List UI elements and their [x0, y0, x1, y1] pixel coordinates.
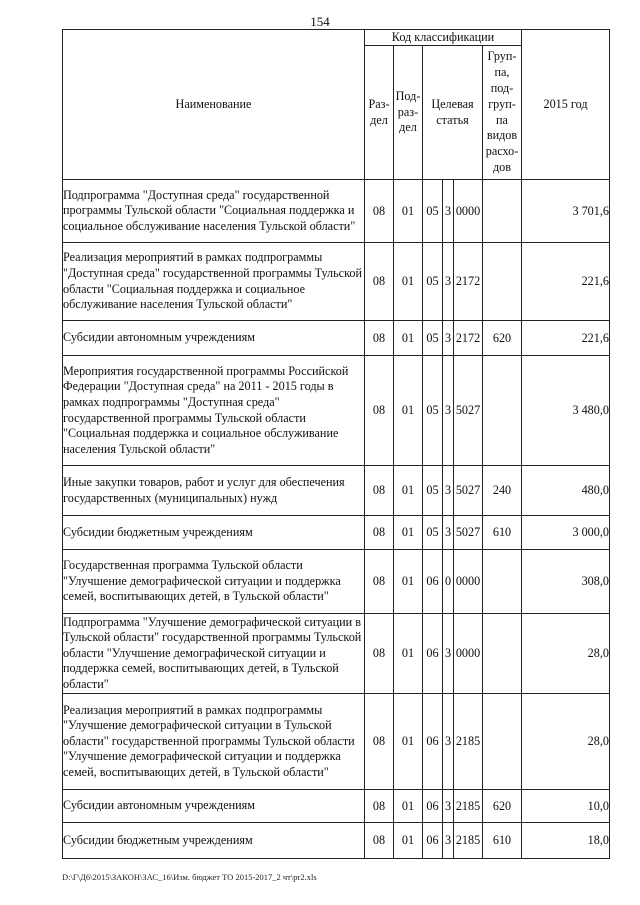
row-target-program: 05 — [423, 321, 443, 356]
row-expense-group: 610 — [483, 516, 522, 550]
row-target-program: 05 — [423, 243, 443, 321]
row-section: 08 — [365, 823, 394, 859]
row-section: 08 — [365, 516, 394, 550]
row-target-program: 05 — [423, 180, 443, 243]
row-target-direction: 5027 — [454, 466, 483, 516]
row-expense-group — [483, 614, 522, 694]
row-target-program: 06 — [423, 614, 443, 694]
row-amount: 28,0 — [522, 614, 610, 694]
budget-table — [62, 29, 610, 859]
row-subsection: 01 — [394, 516, 423, 550]
header-target-item: Целевая статья — [423, 46, 483, 180]
row-amount: 28,0 — [522, 694, 610, 790]
row-section: 08 — [365, 694, 394, 790]
row-name: Подпрограмма "Доступная среда" государственной программы Тульской области "Социальная поддержка и социальное обслуживание населения Тульской области" — [63, 180, 365, 243]
header-name: Наименование — [63, 30, 365, 180]
row-expense-group: 240 — [483, 466, 522, 516]
row-target-program: 06 — [423, 694, 443, 790]
row-target-program: 06 — [423, 550, 443, 614]
row-subsection: 01 — [394, 614, 423, 694]
table-body — [63, 180, 610, 859]
row-amount: 3 000,0 — [522, 516, 610, 550]
row-section: 08 — [365, 790, 394, 823]
row-name: Подпрограмма "Улучшение демографической ситуации в Тульской области" государственной программы Тульской области "Улучшение демографической ситуации и поддержка семей, воспитывающих детей, в Тульской области" — [63, 614, 365, 694]
row-target-subprogram: 3 — [443, 614, 454, 694]
row-target-subprogram: 3 — [443, 243, 454, 321]
row-target-subprogram: 3 — [443, 516, 454, 550]
row-subsection: 01 — [394, 356, 423, 466]
row-section: 08 — [365, 614, 394, 694]
row-expense-group: 620 — [483, 321, 522, 356]
header-subsection: Под- раз- дел — [394, 46, 423, 180]
row-name: Мероприятия государственной программы Российской Федерации "Доступная среда" на 2011 - 2015 годы в рамках подпрограммы "Доступная среда" государственной программы Тульской области "Социальная поддержка и социальное обслуживание населения Тульской области" — [63, 356, 365, 466]
row-name: Иные закупки товаров, работ и услуг для обеспечения государственных (муниципальных) нужд — [63, 466, 365, 516]
row-name: Субсидии бюджетным учреждениям — [63, 516, 365, 550]
row-target-program: 05 — [423, 466, 443, 516]
row-target-subprogram: 3 — [443, 790, 454, 823]
row-target-subprogram: 3 — [443, 180, 454, 243]
row-target-direction: 2185 — [454, 694, 483, 790]
row-section: 08 — [365, 243, 394, 321]
row-target-program: 06 — [423, 790, 443, 823]
table-row — [63, 614, 610, 694]
row-target-direction: 2172 — [454, 243, 483, 321]
row-subsection: 01 — [394, 180, 423, 243]
row-expense-group — [483, 550, 522, 614]
row-amount: 221,6 — [522, 321, 610, 356]
row-target-subprogram: 3 — [443, 466, 454, 516]
table-row — [63, 516, 610, 550]
row-subsection: 01 — [394, 694, 423, 790]
table-row — [63, 321, 610, 356]
row-amount: 3 480,0 — [522, 356, 610, 466]
row-section: 08 — [365, 356, 394, 466]
row-target-subprogram: 3 — [443, 356, 454, 466]
row-amount: 221,6 — [522, 243, 610, 321]
row-target-subprogram: 3 — [443, 321, 454, 356]
file-path-footer: D:\Г\Д6\2015\ЗАКОН\ЗАС_16\Изм. бюджет ТО 2015-2017_2 чт\pr2.xls — [62, 872, 317, 882]
row-name: Субсидии автономным учреждениям — [63, 790, 365, 823]
row-expense-group: 610 — [483, 823, 522, 859]
row-section: 08 — [365, 550, 394, 614]
row-name: Реализация мероприятий в рамках подпрограммы "Доступная среда" государственной программы Тульской области "Социальная поддержка и социальное обслуживание населения Тульской области" — [63, 243, 365, 321]
row-amount: 18,0 — [522, 823, 610, 859]
row-expense-group — [483, 694, 522, 790]
table-row — [63, 243, 610, 321]
row-target-program: 05 — [423, 356, 443, 466]
table-row — [63, 180, 610, 243]
row-expense-group — [483, 356, 522, 466]
row-subsection: 01 — [394, 823, 423, 859]
row-target-direction: 2185 — [454, 823, 483, 859]
row-name: Субсидии бюджетным учреждениям — [63, 823, 365, 859]
header-year: 2015 год — [522, 30, 610, 180]
table-row — [63, 550, 610, 614]
row-expense-group: 620 — [483, 790, 522, 823]
row-subsection: 01 — [394, 466, 423, 516]
row-subsection: 01 — [394, 321, 423, 356]
row-target-direction: 2172 — [454, 321, 483, 356]
row-target-program: 05 — [423, 516, 443, 550]
row-target-direction: 0000 — [454, 180, 483, 243]
row-name: Реализация мероприятий в рамках подпрограммы "Улучшение демографической ситуации в Тульской области" государственной программы Тульской области "Улучшение демографической ситуации и поддержка семей, воспитывающих детей, в Тульской области" — [63, 694, 365, 790]
row-target-subprogram: 3 — [443, 694, 454, 790]
row-subsection: 01 — [394, 790, 423, 823]
row-name: Субсидии автономным учреждениям — [63, 321, 365, 356]
row-amount: 10,0 — [522, 790, 610, 823]
table-row — [63, 694, 610, 790]
row-target-direction: 0000 — [454, 614, 483, 694]
header-classification: Код классификации — [365, 30, 522, 46]
table-row — [63, 823, 610, 859]
row-target-subprogram: 3 — [443, 823, 454, 859]
table-row — [63, 466, 610, 516]
row-target-direction: 0000 — [454, 550, 483, 614]
row-amount: 3 701,6 — [522, 180, 610, 243]
row-target-program: 06 — [423, 823, 443, 859]
row-subsection: 01 — [394, 550, 423, 614]
row-amount: 308,0 — [522, 550, 610, 614]
table-row — [63, 790, 610, 823]
row-expense-group — [483, 180, 522, 243]
row-section: 08 — [365, 466, 394, 516]
row-section: 08 — [365, 180, 394, 243]
row-target-direction: 2185 — [454, 790, 483, 823]
row-amount: 480,0 — [522, 466, 610, 516]
row-expense-group — [483, 243, 522, 321]
row-target-subprogram: 0 — [443, 550, 454, 614]
row-target-direction: 5027 — [454, 516, 483, 550]
row-section: 08 — [365, 321, 394, 356]
header-section: Раз- дел — [365, 46, 394, 180]
row-subsection: 01 — [394, 243, 423, 321]
table-row — [63, 356, 610, 466]
header-expense-group: Груп- па, под- груп- па видов расхо- дов — [483, 46, 522, 180]
page-number: 154 — [310, 14, 330, 29]
row-name: Государственная программа Тульской области "Улучшение демографической ситуации и поддержка семей, воспитывающих детей, в Тульской области" — [63, 550, 365, 614]
row-target-direction: 5027 — [454, 356, 483, 466]
